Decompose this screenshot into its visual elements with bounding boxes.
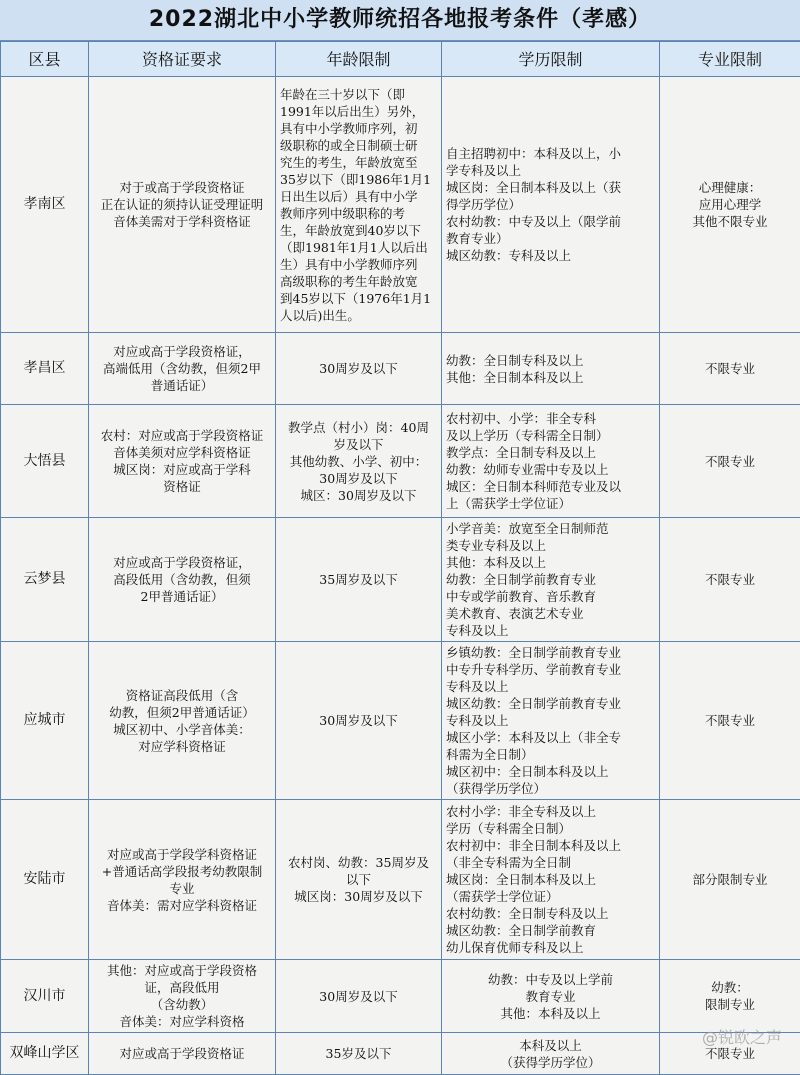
education-cell-line: 农村初中：非全日制本科及以上 — [446, 837, 655, 854]
age-cell-line: 35岁及以下 — [280, 1045, 437, 1062]
education-cell-line: 其他：本科及以上 — [446, 1005, 655, 1022]
cert-cell — [89, 333, 276, 405]
cert-cell-line: （含幼教） — [93, 996, 271, 1013]
major-cell — [660, 642, 800, 800]
education-cell-line: 类专业专科及以上 — [446, 537, 655, 554]
education-cell-line: 及以上学历（专科需全日制） — [446, 427, 655, 444]
cert-cell — [89, 642, 276, 800]
education-cell-line: 自主招聘初中：本科及以上，小 — [446, 145, 655, 162]
age-cell-line: 30周岁及以下 — [280, 470, 437, 487]
education-cell-line: 专科及以上 — [446, 678, 655, 695]
education-cell-line: 其他：全日制本科及以上 — [446, 369, 655, 386]
education-cell-line: 城区：全日制本科师范专业及以 — [446, 478, 655, 495]
education-cell-line: 幼教：中专及以上学前 — [446, 971, 655, 988]
age-cell-line: 年龄在三十岁以下（即 — [280, 86, 437, 103]
major-cell — [660, 333, 800, 405]
cert-cell-line: 证，高段低用 — [93, 979, 271, 996]
age-cell-line: 级职称的或全日制硕士研 — [280, 137, 437, 154]
table-row — [1, 960, 800, 1033]
age-cell-line: 高级职称的考生年龄放宽 — [280, 273, 437, 290]
county-cell: 安陆市 — [1, 800, 89, 960]
education-cell-line: 农村幼教：全日制专科及以上 — [446, 905, 655, 922]
cert-cell-line: 高段低用（含幼教，但须 — [93, 571, 271, 588]
cert-cell-line: 幼教，但须2甲普通话证） — [93, 704, 271, 721]
education-cell-line: （需获学士学位证） — [446, 888, 655, 905]
header-cert: 资格证要求 — [89, 42, 276, 77]
age-cell-line: 具有中小学教师序列，初 — [280, 120, 437, 137]
education-cell-line: 上（需获学士学位证） — [446, 495, 655, 512]
header-row — [1, 42, 800, 77]
age-cell-line: 人以后)出生。 — [280, 307, 437, 324]
education-cell-line: 城区幼教：全日制学前教育 — [446, 922, 655, 939]
education-cell-line: 中专或学前教育、音乐教育 — [446, 588, 655, 605]
age-cell-line: 1991年以后出生）另外， — [280, 103, 437, 120]
table-row — [1, 405, 800, 518]
age-cell — [276, 518, 442, 642]
education-cell-line: 学历（专科需全日制） — [446, 820, 655, 837]
education-cell-line: 城区初中：全日制本科及以上 — [446, 763, 655, 780]
age-cell — [276, 1033, 442, 1075]
watermark: @锐欧之声 — [702, 1025, 782, 1048]
table-row — [1, 333, 800, 405]
major-cell-line: 心理健康： — [664, 179, 796, 196]
age-cell — [276, 960, 442, 1033]
education-cell-line: 科需为全日制） — [446, 746, 655, 763]
cert-cell-line: 2甲普通话证） — [93, 588, 271, 605]
education-cell-line: 小学音美：放宽至全日制师范 — [446, 520, 655, 537]
age-cell-line: 以下 — [280, 871, 437, 888]
age-cell — [276, 405, 442, 518]
education-cell-line: 幼儿保育优师专科及以上 — [446, 939, 655, 956]
age-cell-line: 35周岁及以下 — [280, 571, 437, 588]
cert-cell-line: +普通话高学段报考幼教限制 — [93, 863, 271, 880]
education-cell-line: 学专科及以上 — [446, 162, 655, 179]
major-cell-line: 不限专业 — [664, 360, 796, 377]
cert-cell — [89, 960, 276, 1033]
major-cell — [660, 405, 800, 518]
education-cell-line: 幼教：幼师专业需中专及以上 — [446, 461, 655, 478]
education-cell-line: 城区岗：全日制本科及以上 — [446, 871, 655, 888]
county-cell: 双峰山学区 — [1, 1033, 89, 1075]
education-cell — [442, 800, 660, 960]
education-cell — [442, 405, 660, 518]
education-cell-line: 本科及以上 — [446, 1037, 655, 1054]
cert-cell-line: 城区初中、小学音体美： — [93, 721, 271, 738]
major-cell — [660, 800, 800, 960]
education-cell-line: 城区幼教：全日制学前教育专业 — [446, 695, 655, 712]
table-row — [1, 518, 800, 642]
age-cell-line: 到45岁以下（1976年1月1 — [280, 290, 437, 307]
cert-cell-line: 高端低用（含幼教，但须2甲 — [93, 360, 271, 377]
table-body — [1, 77, 800, 1075]
major-cell-line: 幼教： — [664, 979, 796, 996]
cert-cell-line: 农村：对应或高于学段资格证 — [93, 427, 271, 444]
cert-cell-line: 对应或高于学段资格证， — [93, 343, 271, 360]
cert-cell — [89, 518, 276, 642]
education-cell-line: 城区幼教：专科及以上 — [446, 247, 655, 264]
cert-cell-line: 正在认证的须持认证受理证明 — [93, 196, 271, 213]
age-cell-line: 30周岁及以下 — [280, 712, 437, 729]
education-cell-line: 教育专业 — [446, 988, 655, 1005]
age-cell — [276, 800, 442, 960]
age-cell-line: （即1981年1月1人以后出 — [280, 239, 437, 256]
county-cell: 孝昌区 — [1, 333, 89, 405]
education-cell — [442, 642, 660, 800]
education-cell-line: （获得学历学位） — [446, 780, 655, 797]
table-row — [1, 1033, 800, 1075]
major-cell-line: 其他不限专业 — [664, 213, 796, 230]
table-row — [1, 800, 800, 960]
education-cell-line: 城区小学：本科及以上（非全专 — [446, 729, 655, 746]
cert-cell-line: 对应学科资格证 — [93, 738, 271, 755]
cert-cell — [89, 405, 276, 518]
table-row — [1, 642, 800, 800]
requirements-table — [0, 41, 800, 1075]
education-cell-line: 中专升专科学历、学前教育专业 — [446, 661, 655, 678]
education-cell — [442, 960, 660, 1033]
education-cell-line: 专科及以上 — [446, 622, 655, 639]
age-cell-line: 城区：30周岁及以下 — [280, 487, 437, 504]
header-major: 专业限制 — [660, 42, 800, 77]
education-cell — [442, 518, 660, 642]
cert-cell — [89, 77, 276, 333]
age-cell-line: 生）具有中小学教师序列 — [280, 256, 437, 273]
cert-cell-line: 资格证高段低用（含 — [93, 687, 271, 704]
major-cell-line: 部分限制专业 — [664, 871, 796, 888]
cert-cell-line: 对应或高于学段资格证， — [93, 554, 271, 571]
county-cell: 应城市 — [1, 642, 89, 800]
major-cell — [660, 518, 800, 642]
cert-cell-line: 城区岗：对应或高于学科 — [93, 461, 271, 478]
age-cell-line: 城区岗：30周岁及以下 — [280, 888, 437, 905]
education-cell-line: 其他：本科及以上 — [446, 554, 655, 571]
county-cell: 孝南区 — [1, 77, 89, 333]
cert-cell-line: 音体美须对应学科资格证 — [93, 444, 271, 461]
cert-cell-line: 其他：对应或高于学段资格 — [93, 962, 271, 979]
header-age: 年龄限制 — [276, 42, 442, 77]
age-cell — [276, 642, 442, 800]
age-cell-line: 30周岁及以下 — [280, 360, 437, 377]
major-cell-line: 限制专业 — [664, 996, 796, 1013]
major-cell — [660, 77, 800, 333]
page-title: 2022湖北中小学教师统招各地报考条件（孝感） — [0, 0, 800, 41]
cert-cell-line: 音体美：需对应学科资格证 — [93, 897, 271, 914]
education-cell-line: （获得学历学位） — [446, 1054, 655, 1071]
education-cell — [442, 77, 660, 333]
education-cell-line: 得学历学位） — [446, 196, 655, 213]
education-cell-line: 教育专业） — [446, 230, 655, 247]
age-cell-line: 究生的考生，年龄放宽至 — [280, 154, 437, 171]
cert-cell-line: 专业 — [93, 880, 271, 897]
header-county: 区县 — [1, 42, 89, 77]
county-cell: 汉川市 — [1, 960, 89, 1033]
age-cell-line: 教学点（村小）岗：40周 — [280, 419, 437, 436]
education-cell — [442, 333, 660, 405]
education-cell-line: 农村幼教：中专及以上（限学前 — [446, 213, 655, 230]
age-cell-line: 30周岁及以下 — [280, 988, 437, 1005]
cert-cell-line: 普通话证） — [93, 377, 271, 394]
education-cell-line: 专科及以上 — [446, 712, 655, 729]
education-cell-line: （非全专科需为全日制 — [446, 854, 655, 871]
age-cell-line: 教师序列中级职称的考 — [280, 205, 437, 222]
cert-cell-line: 音体美需对于学科资格证 — [93, 213, 271, 230]
age-cell — [276, 333, 442, 405]
cert-cell-line: 对应或高于学段资格证 — [93, 1045, 271, 1062]
education-cell-line: 幼教：全日制专科及以上 — [446, 352, 655, 369]
major-cell-line: 不限专业 — [664, 571, 796, 588]
education-cell-line: 城区岗：全日制本科及以上（获 — [446, 179, 655, 196]
table-row — [1, 77, 800, 333]
cert-cell — [89, 800, 276, 960]
major-cell-line: 不限专业 — [664, 453, 796, 470]
education-cell-line: 美术教育、表演艺术专业 — [446, 605, 655, 622]
cert-cell-line: 资格证 — [93, 478, 271, 495]
major-cell-line: 不限专业 — [664, 1045, 796, 1062]
age-cell-line: 农村岗、幼教：35周岁及 — [280, 854, 437, 871]
education-cell-line: 乡镇幼教：全日制学前教育专业 — [446, 644, 655, 661]
header-education: 学历限制 — [442, 42, 660, 77]
cert-cell-line: 对于或高于学段资格证 — [93, 179, 271, 196]
cert-cell-line: 音体美：对应学科资格 — [93, 1013, 271, 1030]
age-cell — [276, 77, 442, 333]
education-cell-line: 教学点：全日制专科及以上 — [446, 444, 655, 461]
education-cell-line: 农村初中、小学：非全专科 — [446, 410, 655, 427]
education-cell-line: 幼教：全日制学前教育专业 — [446, 571, 655, 588]
cert-cell — [89, 1033, 276, 1075]
age-cell-line: 日出生以后）具有中小学 — [280, 188, 437, 205]
age-cell-line: 岁及以下 — [280, 436, 437, 453]
education-cell-line: 农村小学：非全专科及以上 — [446, 803, 655, 820]
age-cell-line: 其他幼教、小学、初中： — [280, 453, 437, 470]
education-cell — [442, 1033, 660, 1075]
age-cell-line: 生，年龄放宽到40岁以下 — [280, 222, 437, 239]
county-cell: 大悟县 — [1, 405, 89, 518]
county-cell: 云梦县 — [1, 518, 89, 642]
major-cell-line: 不限专业 — [664, 712, 796, 729]
cert-cell-line: 对应或高于学段学科资格证 — [93, 846, 271, 863]
major-cell — [660, 960, 800, 1033]
age-cell-line: 35岁以下（即1986年1月1 — [280, 171, 437, 188]
major-cell-line: 应用心理学 — [664, 196, 796, 213]
